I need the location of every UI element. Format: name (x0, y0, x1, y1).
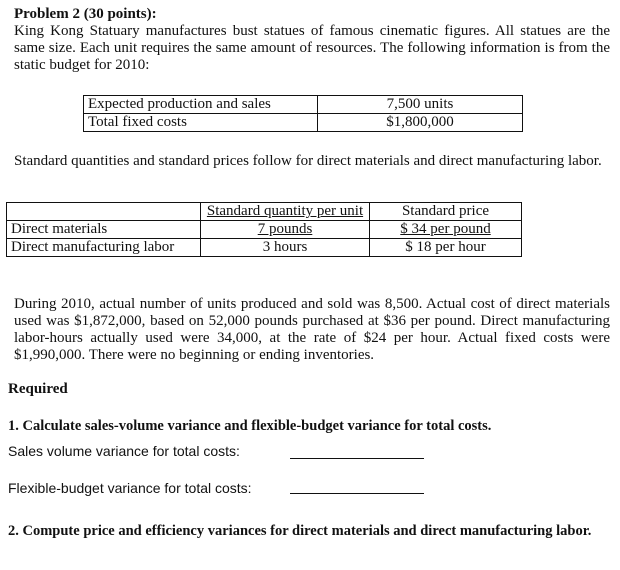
row-price (370, 221, 522, 239)
row-label: Direct manufacturing labor (7, 239, 201, 257)
row-quantity: 3 hours (201, 239, 370, 257)
question-1: 1. Calculate sales-volume variance and flexible-budget variance for total costs. (8, 418, 492, 434)
header-quantity-text: Standard quantity per unit (206, 203, 364, 219)
table-header-row (7, 203, 522, 221)
actuals-paragraph: During 2010, actual number of units produced and sold was 8,500. Actual cost of direct materials used was $1,872,000, based on 52,000 pounds purchased at $36 per pound. Direct manufacturing labor-hours actually used were 34,000, at the rate of $24 per hour. Actual fixed costs were $1,990,000. There were no beginning or ending inventories. (14, 296, 610, 363)
row-quantity (201, 221, 370, 239)
standards-table (6, 202, 522, 257)
budget-value: 7,500 units (318, 96, 523, 114)
table-row (7, 221, 522, 239)
required-heading: Required (8, 381, 68, 397)
row-price: $ 18 per hour (370, 239, 522, 257)
table-row (7, 239, 522, 257)
row-label: Direct materials (7, 221, 201, 239)
flexible-budget-answer-line (290, 493, 424, 494)
table-row (84, 114, 523, 132)
static-budget-table (83, 95, 523, 132)
sales-volume-answer-line (290, 458, 424, 459)
budget-value: $1,800,000 (318, 114, 523, 132)
header-empty (7, 203, 201, 221)
price-text: $ 34 per pound (400, 221, 491, 237)
question-2: 2. Compute price and efficiency variances for direct materials and direct manufacturing labor. (8, 523, 592, 539)
problem-title: Problem 2 (30 points): (14, 6, 157, 22)
table-row (84, 96, 523, 114)
budget-label: Total fixed costs (84, 114, 318, 132)
header-quantity (201, 203, 370, 221)
problem-intro: King Kong Statuary manufactures bust statues of famous cinematic figures. All statues are the same size. Each unit requires the same amount of resources. The following information is from the static budget for 2010: (14, 23, 610, 73)
quantity-text: 7 pounds (257, 221, 313, 237)
header-price: Standard price (370, 203, 522, 221)
flexible-budget-label: Flexible-budget variance for total costs: (8, 480, 252, 496)
sales-volume-label: Sales volume variance for total costs: (8, 443, 240, 459)
budget-label: Expected production and sales (84, 96, 318, 114)
standards-intro: Standard quantities and standard prices follow for direct materials and direct manufacturing labor. (14, 153, 602, 169)
